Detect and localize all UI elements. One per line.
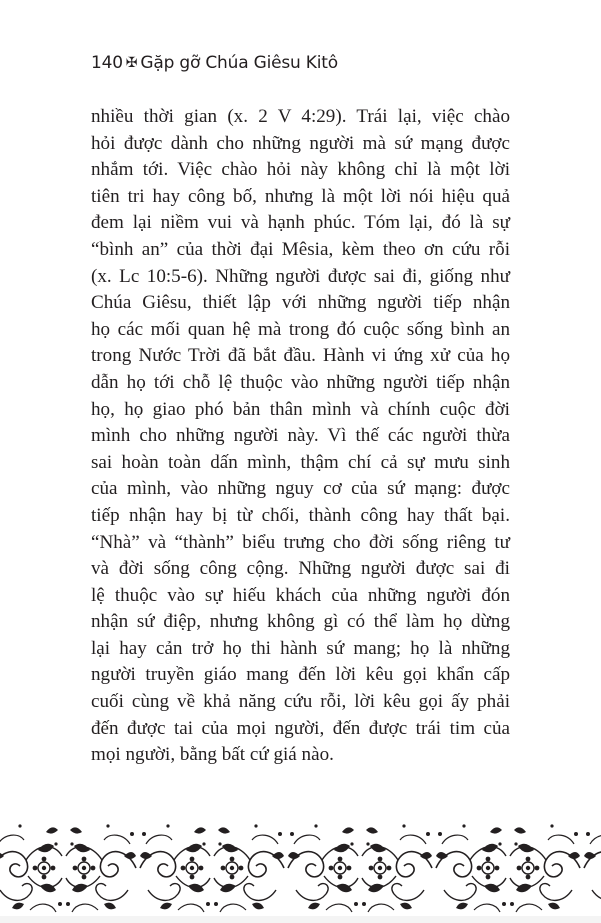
page-number: 140 [91,53,123,73]
text-line: sai hoàn toàn dấn mình, thậm chí cả sự mưu sinh [91,451,510,473]
text-line: cuối cùng về khả năng cứu rỗi, lời kêu gọi ấy phải [91,691,510,713]
floral-motif [140,824,210,912]
floral-motif [214,824,284,912]
text-line: của mình, vào những nguy cơ của sứ mạng: được [91,478,510,500]
text-line: trong Nước Trời đã bắt đầu. Hành vi ứng xử của họ [91,345,510,367]
floral-motif [436,824,506,912]
text-line: “bình an” của thời đại Mêsia, kèm theo ơn cứu rỗi [91,238,510,260]
text-line: lệ thuộc vào sự hiếu khách của những người đón [91,584,510,606]
text-line: đến được tai của mọi người, đến được trái tim của [91,717,510,739]
text-line: tiếp nhận hay bị từ chối, thành công hay thất bại. [91,504,510,526]
text-line: và đời sống công cộng. Những người được sai đi [91,558,510,580]
text-line: “Nhà” và “thành” biểu trưng cho đời sống riêng tư [91,531,510,553]
page-bottom-edge [0,916,601,923]
text-line: nhắm tới. Việc chào hỏi này không chỉ là một lời [91,159,510,181]
floral-motif [288,824,358,912]
text-line: mọi người, bằng bất cứ giá nào. [91,744,334,766]
text-line: hỏi được dành cho những người mà sứ mạng được [91,132,510,154]
cross-ornament-icon: ✠ [125,55,138,71]
text-line: nhiều thời gian (x. 2 V 4:29). Trái lại, việc chào [91,106,510,127]
floral-motif [0,824,62,912]
text-line: đem lại niềm vui và hạnh phúc. Tóm lại, đó là sự [91,212,510,234]
floral-motif [362,824,432,912]
text-line: tiên tri hay công bố, nhưng là một lời nói hiệu quả [91,185,510,207]
running-header [91,53,338,73]
body-paragraph [91,104,510,769]
floral-motif [584,824,601,912]
text-line: (x. Lc 10:5-6). Những người được sai đi, giống như [91,265,510,287]
text-line: họ các mối quan hệ mà trong đó cuộc sống bình an [91,318,510,340]
text-line: mình cho những người này. Vì thế các người thừa [91,425,510,447]
text-line: Chúa Giêsu, thiết lập với những người tiếp nhận [91,292,510,314]
floral-motif [510,824,580,912]
floral-border-icon [0,820,601,918]
floral-motif [66,824,136,912]
text-line: người truyền giáo mang đến lời kêu gọi khẩn cấp [91,664,510,686]
text-line: nhận sứ điệp, nhưng không gì có thể làm họ dừng [91,611,510,633]
text-line: lại hay cản trở họ thi hành sứ mang; họ là những [91,637,510,659]
book-title: Gặp gỡ Chúa Giêsu Kitô [140,53,338,73]
text-line: dẫn họ tới chỗ lệ thuộc vào những người tiếp nhận [91,371,510,393]
text-line: họ, họ giao phó bản thân mình và chính cuộc đời [91,398,510,420]
